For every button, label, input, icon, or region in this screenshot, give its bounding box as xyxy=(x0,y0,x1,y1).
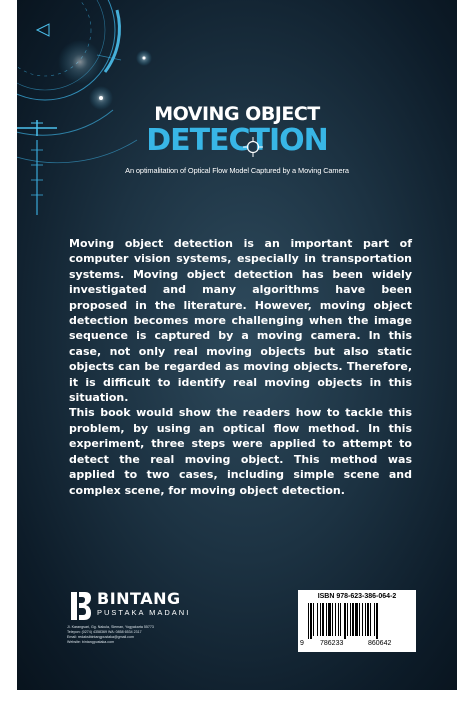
barcode-digits-group2: 860642 xyxy=(368,640,392,647)
synopsis-paragraph-1: Moving object detection is an important part of computer vision systems, especially in transportation systems. Moving object detection has been widely investigated and many algorithms have been proposed in the literature. However, moving object detection becomes more challenging when the image sequence is captured by a moving camera. In this case, not only real moving objects but also static objects can be regarded as moving objects. Therefore, it is difficult to identify real moving objects in this situation. xyxy=(69,237,412,405)
barcode-bar xyxy=(355,603,358,636)
publisher-phone-line: Telepon: (0274) 4358369 WA: 0858 6534 2317 xyxy=(67,630,142,634)
barcode-digits-group1: 786233 xyxy=(320,640,344,647)
barcode-bar xyxy=(370,603,371,636)
barcode-bar xyxy=(362,603,363,636)
barcode-bar xyxy=(338,603,339,636)
barcode-bar xyxy=(332,603,333,636)
barcode-bar xyxy=(328,603,331,636)
barcode-lead-digit: 9 xyxy=(300,640,304,647)
publisher-block xyxy=(67,586,247,646)
barcode-bar xyxy=(347,603,348,636)
barcode-bar xyxy=(359,603,360,636)
publisher-address-line: Jl. Karangsari, Gg. Nakula, Sleman, Yogyakarta 55773 xyxy=(67,625,154,629)
synopsis-paragraph-2: This book would show the readers how to tackle this problem, by using an optical flow method. In this experiment, three steps were applied to attempt to detect the real moving object. This method was applied to two cases, including simple scene and complex scene, for moving object detection. xyxy=(69,406,412,497)
barcode-bar xyxy=(335,603,336,636)
barcode-icon xyxy=(306,603,410,639)
publisher-address xyxy=(67,625,247,645)
barcode-bar xyxy=(350,603,351,636)
barcode-bar xyxy=(367,603,369,636)
barcode-bar xyxy=(310,603,312,639)
publisher-logo-icon xyxy=(67,590,93,622)
barcode-bar xyxy=(340,603,341,636)
book-subtitle: An optimalitation of Optical Flow Model Captured by a Moving Camera xyxy=(125,166,349,175)
publisher-name: BINTANG xyxy=(97,589,181,608)
barcode-bar xyxy=(376,603,378,639)
barcode-bar xyxy=(365,603,366,636)
publisher-subname: PUSTAKA MADANI xyxy=(97,608,191,617)
book-title-line1: MOVING OBJECT xyxy=(154,103,320,125)
publisher-website-line: Website: bintangpustaka.com xyxy=(67,640,115,644)
isbn-barcode-box xyxy=(298,590,416,652)
synopsis-text xyxy=(69,236,412,498)
barcode-bar xyxy=(374,603,375,636)
barcode-bar xyxy=(322,603,324,636)
isbn-label: ISBN 978-623-386-064-2 xyxy=(317,593,397,600)
barcode-bar xyxy=(344,603,346,639)
barcode-bar xyxy=(313,603,314,636)
barcode-bar xyxy=(352,603,354,636)
publisher-email-line: Email: redaksibintangpustaka@gmail.com xyxy=(67,635,134,639)
barcode-bar xyxy=(308,603,309,639)
barcode-bar xyxy=(317,603,318,636)
barcode-bar xyxy=(320,603,321,636)
crosshair-icon xyxy=(243,137,263,157)
barcode-bar xyxy=(326,603,327,636)
book-title-line2: DETECTION xyxy=(146,123,328,158)
